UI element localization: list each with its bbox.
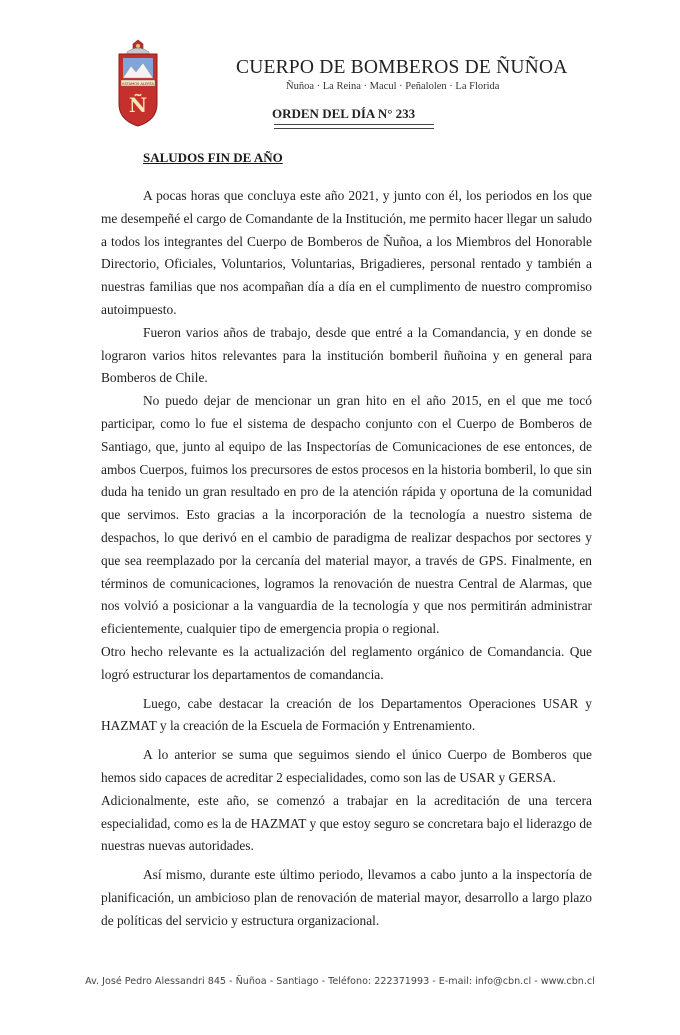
paragraph-1: A pocas horas que concluya este año 2021, y junto con él, los periodos en los que me desempeñé el cargo de Comandante de la Institución, me permito hacer llegar un saludo a todos los integrantes del Cuerpo de Bomberos de Ñuñoa, a los Miembros del Honorable Directorio, Oficiales, Voluntarios, Voluntarias, Brigadieres, personal rentado y también a nuestras familias que nos acompañan día a día en el cumplimento de nuestro compromiso autoimpuesto. [101, 188, 592, 317]
document-subject: SALUDOS FIN DE AÑO [143, 150, 283, 165]
order-number: ORDEN DEL DÍA N° 233 [272, 106, 416, 121]
paragraph-7: Adicionalmente, este año, se comenzó a trabajar en la acreditación de una tercera especialidad, como es la de HAZMAT y que estoy seguro se concretara bajo el liderazgo de nuestras nuevas autoridades. [101, 792, 592, 854]
paragraph-8: Así mismo, durante este último periodo, llevamos a cabo junto a la inspectoría de planificación, un ambicioso plan de renovación de material mayor, desarrollo a largo plazo de políticas del servicio y estructura organizacional. [101, 867, 592, 928]
institution-title: CUERPO DE BOMBEROS DE ÑUÑOA [236, 57, 568, 78]
institution-emblem [113, 38, 163, 128]
double-rule-divider [274, 124, 434, 129]
emblem-letter: Ñ [128, 93, 148, 117]
paragraph-6: A lo anterior se suma que seguimos siendo el único Cuerpo de Bomberos que hemos sido capaces de acreditar 2 especialidades, como son las de USAR y GERSA. [101, 747, 592, 785]
footer-contact: Av. José Pedro Alessandri 845 - Ñuñoa - Santiago - Teléfono: 222371993 - E-mail: info@cbn.cl - www.cbn.cl [85, 976, 595, 987]
paragraph-4: Otro hecho relevante es la actualización del reglamento orgánico de Comandancia. Que logró estructurar los departamentos de comandancia. [101, 643, 592, 682]
document-body [101, 185, 592, 933]
institution-communes: Ñuñoa · La Reina · Macul · Peñalolen · La Florida [286, 81, 500, 92]
paragraph-2: Fueron varios años de trabajo, desde que entré a la Comandancia, y en donde se lograron varios hitos relevantes para la institución bomberil ñuñoina y en general para Bomberos de Chile. [101, 324, 592, 386]
emblem-motto: ESTAMOS ALERTA [122, 81, 154, 86]
paragraph-5: Luego, cabe destacar la creación de los Departamentos Operaciones USAR y HAZMAT y la creación de la Escuela de Formación y Entrenamiento. [101, 695, 592, 734]
paragraph-3: No puedo dejar de mencionar un gran hito en el año 2015, en el que me tocó participar, como lo fue el sistema de despacho conjunto con el Cuerpo de Bomberos de Santiago, que, junto al equipo de las Inspectorías de Comunicaciones de ese entonces, de ambos Cuerpos, fuimos los precursores de estos procesos en la historia bomberil, lo que sin duda ha tenido un gran resultado en pro de la atención rápida y oportuna de la comunidad que servimos. Esto gracias a la incorporación de la tecnología a nuestro sistema de despachos, lo que derivó en el cambio de paradigma de realizar despachos por sectores y que sea reemplazado por la cercanía del material mayor, a través de GPS. Finalmente, en términos de comunicaciones, logramos la renovación de nuestra Central de Alarmas, que nos volvió a posicionar a la vanguardia de la tecnología y que nos permitirán administrar eficientemente, cualquier tipo de emergencia propia o regional. [101, 393, 592, 637]
